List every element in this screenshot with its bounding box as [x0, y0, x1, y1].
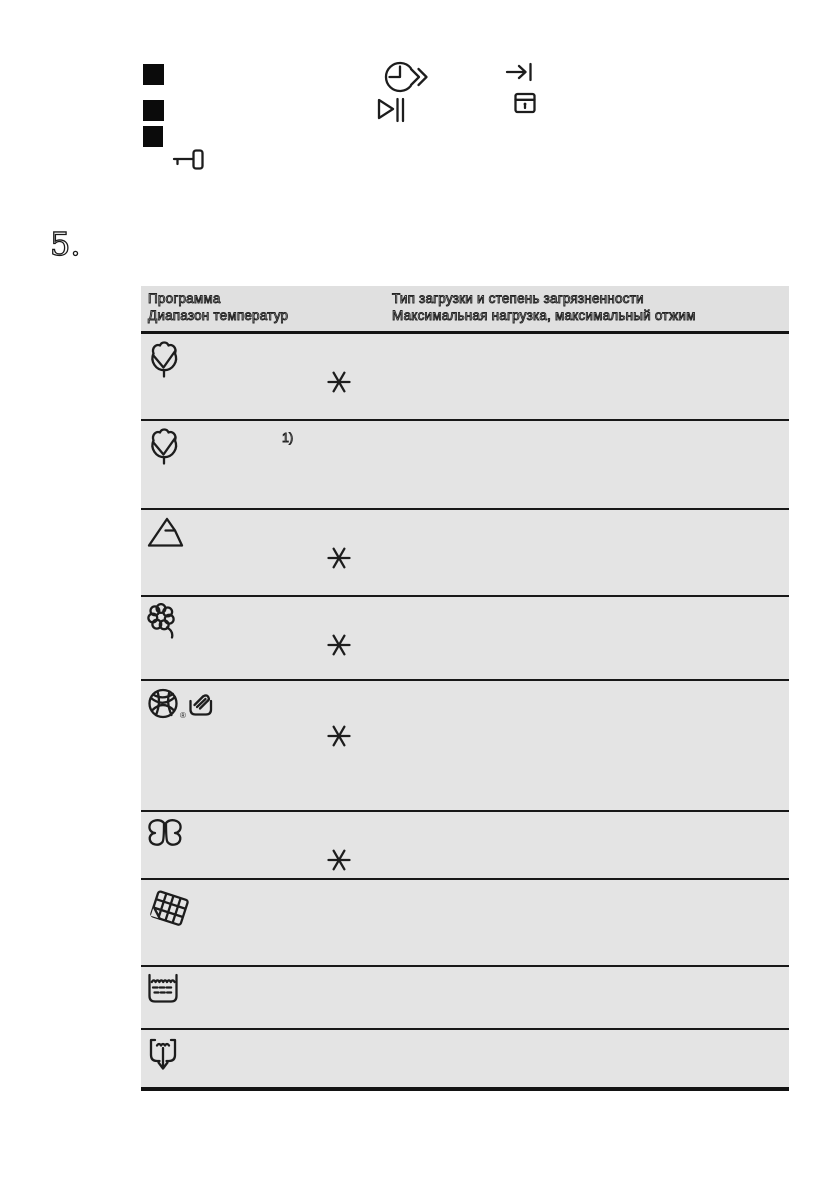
drain-icon — [146, 1036, 180, 1074]
child-lock-icon — [513, 91, 537, 115]
asterisk-icon — [327, 724, 351, 748]
asterisk-icon — [327, 848, 351, 872]
header-load-column — [392, 291, 696, 324]
header-program-line1: Программа — [148, 291, 221, 306]
asterisk-icon — [327, 633, 351, 657]
table-row-synthetics — [141, 510, 789, 597]
program-table — [141, 286, 789, 1091]
table-row-rinse — [141, 967, 789, 1030]
handwash-icon — [187, 691, 215, 718]
synthetics-icon — [146, 516, 186, 548]
footnote-marker: 1) — [282, 431, 294, 445]
registered-trademark: ® — [180, 711, 186, 720]
asterisk-icon — [327, 370, 351, 394]
black-square-icon — [143, 100, 164, 121]
end-of-cycle-icon — [505, 62, 535, 82]
black-square-icon — [143, 126, 163, 147]
table-row-delicates — [141, 597, 789, 681]
cotton-icon — [146, 427, 182, 465]
silk-butterfly-icon — [146, 818, 184, 848]
table-row-silk — [141, 812, 789, 880]
cotton-icon — [146, 340, 182, 378]
table-row-cottons-eco — [141, 421, 789, 510]
key-icon — [171, 148, 205, 172]
delay-start-icon — [383, 58, 431, 96]
header-load-line1: Тип загрузки и степень загрязненности — [392, 291, 644, 306]
table-header — [141, 286, 789, 331]
section-number: 5. — [50, 225, 81, 263]
delicates-flower-icon — [146, 603, 180, 639]
header-program-line2: Диапазон температур — [148, 307, 289, 323]
table-row-duvet — [141, 880, 789, 967]
header-program-column — [148, 291, 288, 324]
table-row-wool-handwash — [141, 681, 789, 812]
asterisk-icon — [327, 546, 351, 570]
play-pause-icon — [376, 96, 406, 124]
header-load-line2: Максимальная нагрузка, максимальный отжим — [392, 307, 696, 323]
duvet-icon — [146, 886, 194, 930]
black-square-icon — [143, 64, 164, 85]
woolmark-icon — [146, 687, 182, 721]
table-row-cottons — [141, 334, 789, 421]
table-row-drain — [141, 1030, 789, 1091]
rinse-icon — [146, 973, 180, 1005]
